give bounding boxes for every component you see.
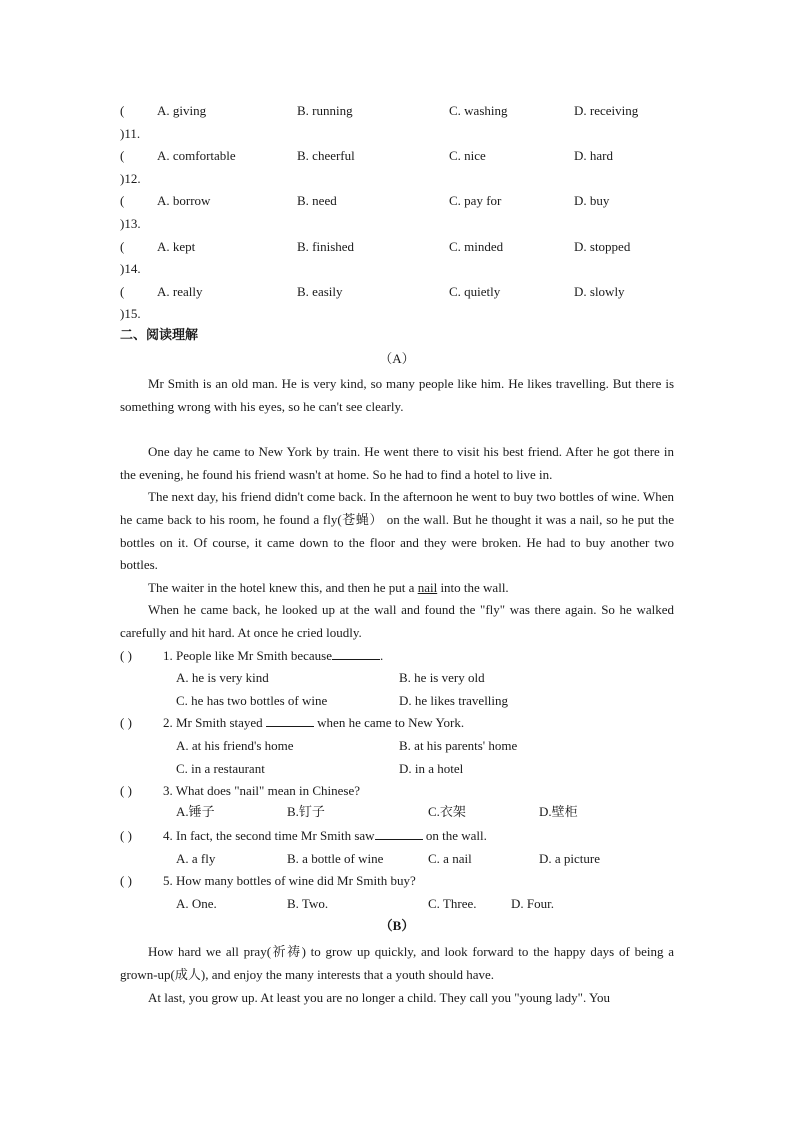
passage-a-label: （A） [379, 351, 415, 366]
answer-bracket: ( ) [120, 648, 132, 663]
answer-bracket: ( [120, 103, 125, 118]
option-d: D. slowly [574, 284, 625, 299]
option-c: C. a nail [428, 851, 472, 866]
option-c: C. washing [449, 103, 508, 118]
passage-b-label: （B） [379, 918, 415, 933]
option-d: D. he likes travelling [399, 693, 509, 708]
waiter-text-before: The waiter in the hotel knew this, and then he put a [148, 580, 418, 595]
stem-text: 1. People like Mr Smith because [163, 648, 332, 663]
passage-a-para-3 [120, 486, 674, 577]
option-b: B. cheerful [297, 148, 355, 163]
answer-blank [332, 648, 380, 660]
passage-a-para-4 [120, 577, 674, 600]
option-d: D. a picture [539, 851, 601, 866]
option-b: B. easily [297, 284, 343, 299]
option-c: C.衣架 [428, 804, 466, 819]
waiter-text-after: into the wall. [437, 580, 509, 595]
option-b: B. need [297, 193, 337, 208]
stem-text: 2. Mr Smith stayed [163, 715, 266, 730]
option-b: B. running [297, 103, 353, 118]
answer-bracket: ( [120, 193, 125, 208]
question-stem [163, 828, 487, 844]
option-c: C. nice [449, 148, 486, 163]
option-d: D. buy [574, 193, 610, 208]
option-a: A. kept [157, 239, 196, 254]
option-a: A. a fly [176, 851, 216, 866]
question-stem: 3. What does "nail" mean in Chinese? [163, 783, 361, 798]
answer-bracket: ( [120, 239, 125, 254]
option-d: D. receiving [574, 103, 639, 118]
answer-bracket: ( ) [120, 715, 132, 730]
option-d: D. hard [574, 148, 613, 163]
option-b: B. finished [297, 239, 355, 254]
answer-bracket: ( ) [120, 873, 132, 888]
option-c: C. pay for [449, 193, 502, 208]
option-d: D. stopped [574, 239, 631, 254]
answer-bracket: ( ) [120, 828, 132, 843]
paragraph: How hard we all pray(祈祷) to grow up quickly, and look forward to the happy days of being a grown-up(成人), and enjoy the many interests that a youth should have. [120, 944, 674, 982]
option-a: A.锤子 [176, 804, 215, 819]
stem-text: 4. In fact, the second time Mr Smith saw [163, 828, 375, 843]
answer-bracket: ( [120, 284, 125, 299]
stem-text-end: when he came to New York. [313, 715, 465, 730]
paragraph: One day he came to New York by train. He went there to visit his best friend. After he got there in the evening, he found his friend wasn't at home. So he had to find a hotel to live in. [120, 444, 674, 482]
option-a: A. borrow [157, 193, 211, 208]
option-a: A. comfortable [157, 148, 236, 163]
option-c: C. he has two bottles of wine [176, 693, 328, 708]
paragraph: At last, you grow up. At least you are no longer a child. They call you "young lady". You [148, 990, 611, 1005]
option-a: A. really [157, 284, 203, 299]
question-stem: 5. How many bottles of wine did Mr Smith buy? [163, 873, 416, 888]
question-stem [163, 648, 383, 664]
option-a: A. he is very kind [176, 670, 269, 685]
stem-text-end: . [379, 648, 384, 663]
passage-b-para-2 [120, 987, 674, 1010]
question-number: )12. [120, 171, 141, 186]
option-a: A. at his friend's home [176, 738, 294, 753]
paragraph [120, 577, 674, 600]
option-c: C. in a restaurant [176, 761, 265, 776]
passage-a-para-1 [120, 373, 674, 419]
option-a: A. giving [157, 103, 207, 118]
paragraph: The next day, his friend didn't come back. In the afternoon he went to buy two bottles of wine. When he came back to his room, he found a fly(苍蝇） on the wall. But he thought it was a nail, so he put the bottles on it. Of course, it came down to the floor and they were broken. He had to buy another two bottles. [120, 489, 674, 573]
option-c: C. quietly [449, 284, 501, 299]
answer-bracket: ( [120, 148, 125, 163]
paragraph: When he came back, he looked up at the wall and found the "fly" was there again. So he walked carefully and hit hard. At once he cried loudly. [120, 602, 674, 640]
option-d: D. Four. [511, 896, 554, 911]
option-a: A. One. [176, 896, 217, 911]
option-c: C. Three. [428, 896, 477, 911]
option-b: B. Two. [287, 896, 329, 911]
question-number: )11. [120, 126, 141, 141]
option-c: C. minded [449, 239, 504, 254]
option-b: B. he is very old [399, 670, 485, 685]
option-d: D. in a hotel [399, 761, 464, 776]
answer-bracket: ( ) [120, 783, 132, 798]
option-b: B.钉子 [287, 804, 325, 819]
answer-blank [375, 828, 423, 840]
paragraph: Mr Smith is an old man. He is very kind, so many people like him. He likes travelling. But there is something wrong with his eyes, so he can't see clearly. [120, 376, 674, 414]
answer-blank [266, 715, 314, 727]
option-d: D.壁柜 [539, 804, 578, 819]
section-heading: 二、阅读理解 [120, 328, 199, 343]
stem-text-end: on the wall. [422, 828, 487, 843]
underlined-word-nail: nail [417, 580, 438, 595]
question-number: )15. [120, 306, 141, 321]
option-b: B. a bottle of wine [287, 851, 384, 866]
passage-a-para-5 [120, 599, 674, 645]
question-stem [163, 715, 464, 731]
question-number: )13. [120, 216, 141, 231]
passage-a-para-2 [120, 441, 674, 487]
question-number: )14. [120, 261, 141, 276]
passage-b-para-1 [120, 941, 674, 987]
option-b: B. at his parents' home [399, 738, 518, 753]
